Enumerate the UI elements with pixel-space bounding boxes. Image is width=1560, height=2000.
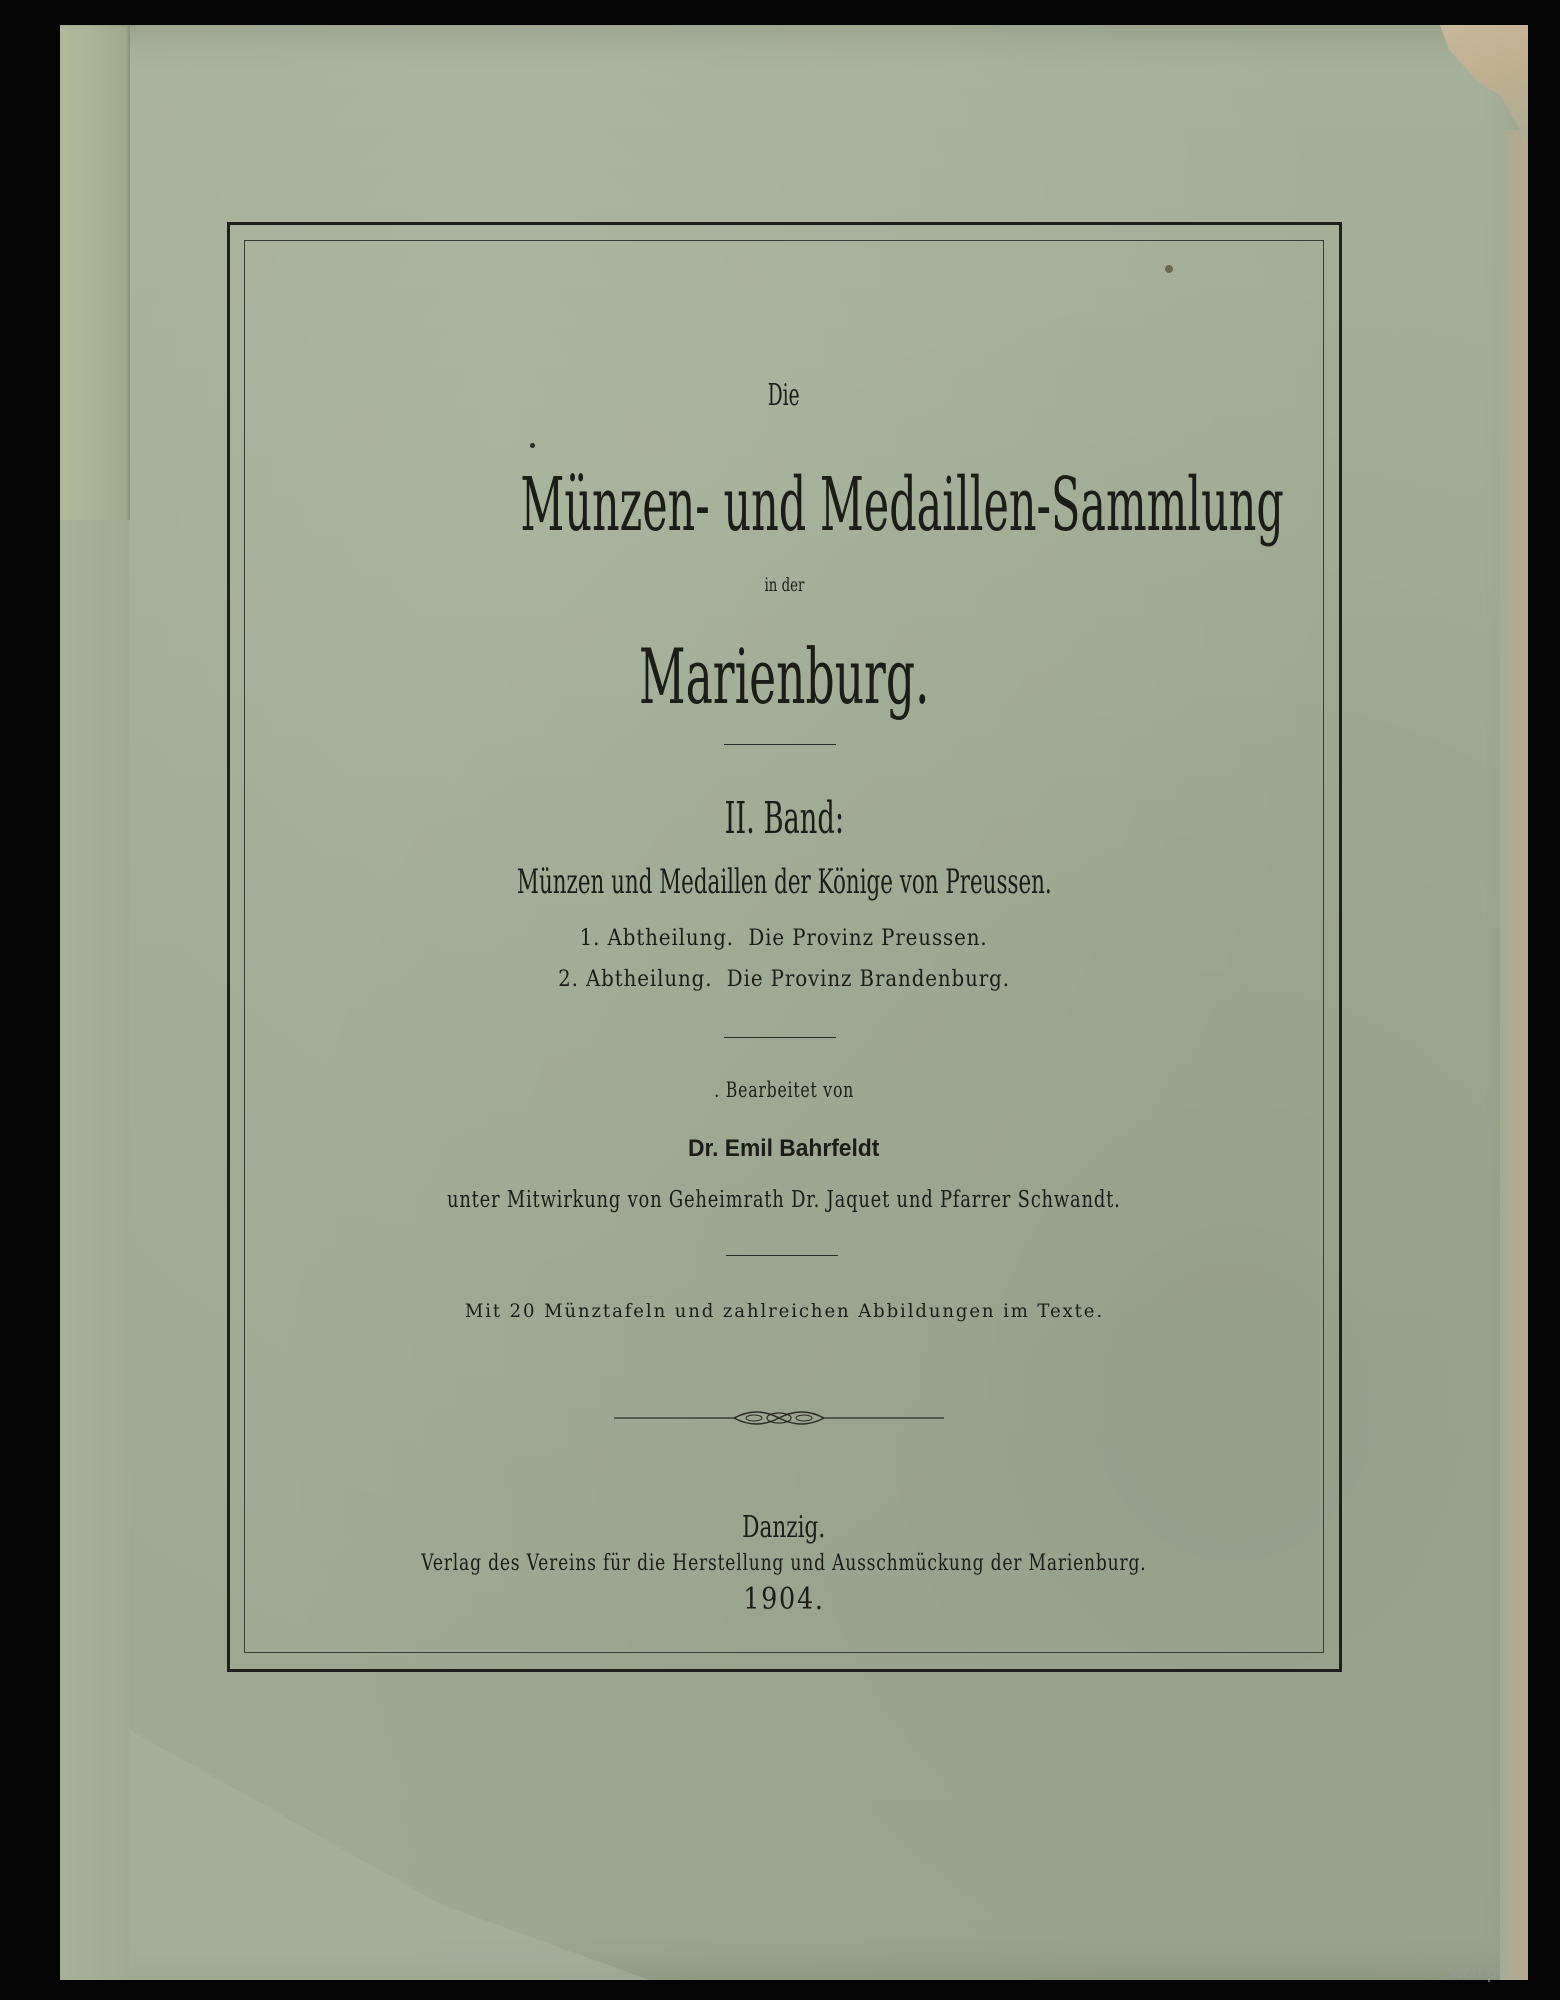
main-title: Münzen- und Medaillen-Sammlung [520,462,1284,548]
collaborators: unter Mitwirkung von Geheimrath Dr. Jaquet und Pfarrer Schwandt. [447,1187,1121,1213]
ink-speck [530,443,535,448]
divider-rule [726,1255,838,1256]
divider-rule [724,1037,836,1038]
title-page-content [244,240,1324,1653]
title-place: Marienburg. [638,632,930,721]
ink-speck [1165,265,1173,273]
volume-heading: II. Band: [724,793,844,844]
divider-rule [724,744,836,745]
part-1: 1. Abtheilung. Die Provinz Preussen. [580,926,988,951]
publisher: Verlag des Vereins für die Herstellung und Ausschmückung der Marienburg. [421,1551,1147,1576]
ornament-flourish [614,1408,944,1428]
plates-note: Mit 20 Münztafeln und zahlreichen Abbildungen im Texte. [464,1300,1104,1322]
city: Danzig. [742,1510,826,1545]
title-in-der: in der [764,574,804,596]
title-die: Die [768,378,800,413]
book-spine-lower [60,520,130,1980]
volume-subtitle: Münzen und Medaillen der Könige von Preussen. [516,862,1052,902]
edited-by: . Bearbeitet von [714,1078,854,1102]
publication-year: 1904. [743,1582,825,1617]
watermark: wcn.pl [1450,1962,1502,1982]
part-2: 2. Abtheilung. Die Provinz Brandenburg. [558,967,1010,992]
author: Dr. Emil Bahrfeldt [688,1135,880,1162]
page-edge [1500,130,1528,1980]
